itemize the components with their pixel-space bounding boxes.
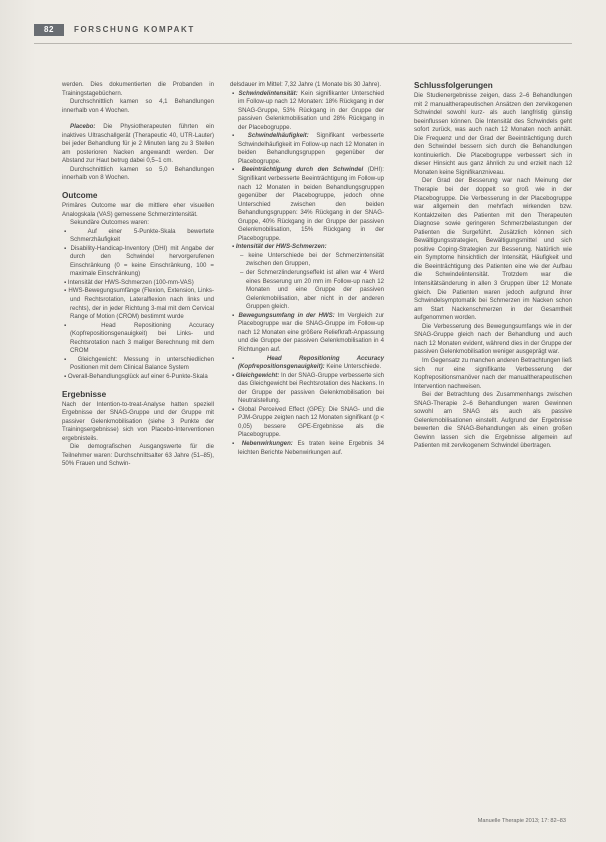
placebo-label: Placebo: (70, 123, 96, 131)
list-item: ▪ Schwindelhäufigkeit: Signifikant verbesserte Schwindelhäufigkeit im Follow-up nach 12 Monaten in beiden Behandlungsgruppen gegenüber der Placebogruppe. (232, 132, 384, 165)
list-item: ▪ Bewegungsumfang in der HWS: Im Vergleich zur Placebogruppe war die SNAG-Gruppe im Follow-up nach 12 Monaten eine größere Reliefkraft-Anpassung und die Gruppe der passiven Gelenkmobilisation in 4 Richtungen auf. (232, 311, 384, 353)
list-item: ▪ Auf einer 5-Punkte-Skala bewertete Schmerzhäufigkeit (64, 227, 214, 244)
column-3 (414, 81, 572, 451)
section-title: FORSCHUNG KOMPAKT (74, 25, 195, 34)
heading-schlussfolgerungen: Schlussfolgerungen (414, 81, 493, 90)
paragraph: Nach der Intention-to-treat-Analyse hatten speziell Ergebnisse der SNAG-Gruppe und der Gruppe mit passiver Gelenkmobilisation (siehe 3 Punkte der Trainingsergebnisse) sich von Placebo-Interventionen ergebnisteils. (62, 400, 214, 442)
list-item: ▪ Gleichgewicht: Messung in unterschiedlichen Positionen mit dem Clinical Balance System (64, 355, 214, 372)
paragraph: Die Verbesserung des Bewegungsumfangs wie in der SNAG-Gruppe gleich nach der Behandlung und auch nach 12 Monaten evident, während dies in der Gruppe der passiven Gelenkmobilisation weniger ausgeprägt war. (414, 322, 572, 356)
sub-list-item: – keine Unterschiede bei der Schmerzintensität zwischen den Gruppen, (240, 251, 384, 268)
list-item: ▪ Intensität der HWS-Schmerzen (100-mm-VAS) (64, 278, 194, 286)
page-header (34, 24, 572, 37)
list-item: ▪ Nebenwirkungen: Es traten keine Ergebnis 34 leichten Berichte Nebenwirkungen auf. (232, 439, 384, 456)
column-2 (230, 81, 384, 457)
column-1 (62, 81, 214, 469)
paragraph (62, 123, 214, 166)
list-item: ▪ Schwindelintensität: Kein signifikanter Unterschied im Follow-up nach 12 Monaten: 18% Rückgang in der SNAG-Gruppe, 53% Rückgang in der Gruppe der passiven Gelenkmobilisation und 28% Rückgang in der Placebogruppe. (232, 89, 384, 131)
list-item: ▪ Intensität der HWS-Schmerzen: (232, 243, 327, 251)
paragraph: Im Gegensatz zu manchen anderen Betrachtungen ließ sich nur eine signifikante Verbesserung der Kopfrepositionsmanöver nach der manualtherapeutischen Intervention nachweisen. (414, 356, 572, 390)
placebo-text: Die Physiotherapeuten führten ein inaktives Ultraschallgerät (Therapeutic 40, UTR-Lauter) bei jeder Behandlung für je 2 Minuten lang zu 3 Stellen am posterioren Nacken angewandt werden. Der Abstand zur Haut betrug dabei 0,5–1 cm. (62, 123, 214, 165)
paragraph: delsdauer im Mittel: 7,32 Jahre (1 Monate bis 30 Jahre). (230, 81, 382, 88)
heading-ergebnisse: Ergebnisse (62, 389, 107, 399)
paragraph: werden. Dies dokumentierten die Probanden in Trainingstagebüchern. (62, 81, 214, 97)
paragraph: Primäres Outcome war die mittlere eher visuellen Analogskala (VAS) gemessene Schmerzintensität. (62, 202, 214, 218)
page-number: 82 (34, 24, 64, 36)
sub-list-item: – der Schmerzlinderungseffekt ist allen war 4 Werd eines Besserung um 20 mm im Follow-up nach 12 Monaten und eine Gruppe der passiven Gelenkmobilisation, aber nicht in der anderen Gruppen gleich. (240, 269, 384, 311)
list-item: ▪ Head Repositioning Accuracy (Kopfrepositionsgenauigkeit) bei Links- und Rechtsrotation nach 3 maliger Berechnung mit dem CROM (64, 321, 214, 355)
list-item: ▪ Gleichgewicht: In der SNAG-Gruppe verbesserte sich das Gleichgewicht bei Rechtsrotation des Nackens. In der Gruppe der passiven Gelenkmobilisation bei Neutralstellung. (232, 371, 385, 405)
paragraph: Der Grad der Besserung war nach Meinung der Therapie bei der doppelt so groß wie in der Placebogruppe. Die Verbesserung in der Placebogruppe war allgemein den mehrfach wirkenden bzw. Kontaktzeiten des Patienten mit den Therapeuten Diagnose sowie geringeren Schmerzbelastungen der Patienten die Surgeführt. Zusätzlich können sich Bewältigungsstrategien, Bewältigungsmittel und sich positive Coping-Strategien zur Besserung. Natürlich wie ein Symptome hinsichtlich der Intensität, Häufigkeit und die Beeinträchtigung des Patienten eine wie der Aufbau die Schwindelintensität. Trotzdem war die Intensitätsänderung in allen 3 Gruppen über 12 Monate gleich. Die Patienten waren jedoch aufgrund ihrer Schwindelsymptomatik bei Schmerzen im Nacken schon am Start Nackenschmerzen in der Gesamtheit aufgenommen worden. (414, 177, 572, 322)
page-footer: Manuelle Therapie 2013; 17: 82–83 (477, 818, 566, 824)
paragraph: Die demografischen Ausgangswerte für die Teilnehmer waren: Durchschnittsalter 63 Jahre (51–85), 50% Frauen und Schwin- (62, 443, 214, 468)
header-divider (34, 43, 572, 44)
paragraph: Sekundäre Outcomes waren: (70, 219, 149, 227)
paragraph: Die Studienergebnisse zeigen, dass 2–6 Behandlungen mit 2 manualtherapeutischen Ansätzen den zervikogenen Schwindel sowohl kurz- als auch langfristig günstig beeinflussen können. Die Intensität des Schwindels geht sofort zurück, was auch nach 12 Monaten noch anhält. Die Frequenz und der Grad der Beeinträchtigung durch den Schwindel bessern sich durch die Behandlungen kontinuierlich. Die Placebogruppe verbessert sich in dieser Hinsicht aus ganz ähnlich zu und erzielt nach 12 Monaten keine Signifikanzniveau. (414, 92, 572, 176)
paragraph: Durchschnittlich kamen so 5,0 Behandlungen innerhalb von 8 Wochen. (62, 165, 214, 182)
list-item: ▪ Overall-Behandlungsglück auf einer 6-Punkte-Skala (64, 372, 208, 380)
paragraph: Bei der Betrachtung des Zusammenhangs zwischen SNAG-Therapie 2–6 Behandlungen waren Gewinnen sowohl am SNAG als auch als passive Gelenkmobilisationen einstellt. Aufgrund der Ergebnisse bewerten die SNAG-Behandlungen als einen großen Gewinn lassen sich die Ergebnisse allgemein auf Patienten mit zervikogenem Schwindel übertragen. (414, 391, 572, 450)
list-item: ▪ Disability-Handicap-Inventory (DHI) mit Angabe der durch den Schwindel hervorgerufenen Einschränkung (0 = keine Einschränkung, 100 = maximale Einschränkung) (64, 244, 214, 278)
list-item: ▪ Beeinträchtigung durch den Schwindel (DHI): Signifikant verbesserte Beeinträchtigung im Follow-up nach 12 Monaten in beiden Behandlungsgruppen gegenüber der Placebogruppe, jedoch ohne Unterschied zwischen den beiden Behandlungsgruppen: 34% Rückgang in der SNAG-Gruppe, 40% Rückgang in der Gruppe der passiven Gelenkmobilisation, 15% Rückgang in der Placebogruppe. (232, 166, 384, 242)
list-item: ▪ Head Repositioning Accuracy (Kopfrepositionsgenauigkeit): Keine Unterschiede. (232, 354, 385, 371)
list-item: ▪ HWS-Bewegungsumfänge (Flexion, Extension, Links- und Rechtsrotation, Lateralflexion nach links und rechts), der in jeder Richtung 3-mal mit dem Cervical Range of Motion (CROM) bestimmt wurde (64, 287, 214, 321)
heading-outcome: Outcome (62, 191, 98, 201)
list-item: ▪ Global Perceived Effect (GPE): Die SNAG- und die PJM-Gruppe zeigten nach 12 Monaten signifikant (p < 0,05) bessere GPE-Ergebnisse als die Placebogruppe. (232, 405, 384, 439)
paragraph: Durchschnittlich kamen so 4,1 Behandlungen innerhalb von 4 Wochen. (62, 98, 214, 114)
